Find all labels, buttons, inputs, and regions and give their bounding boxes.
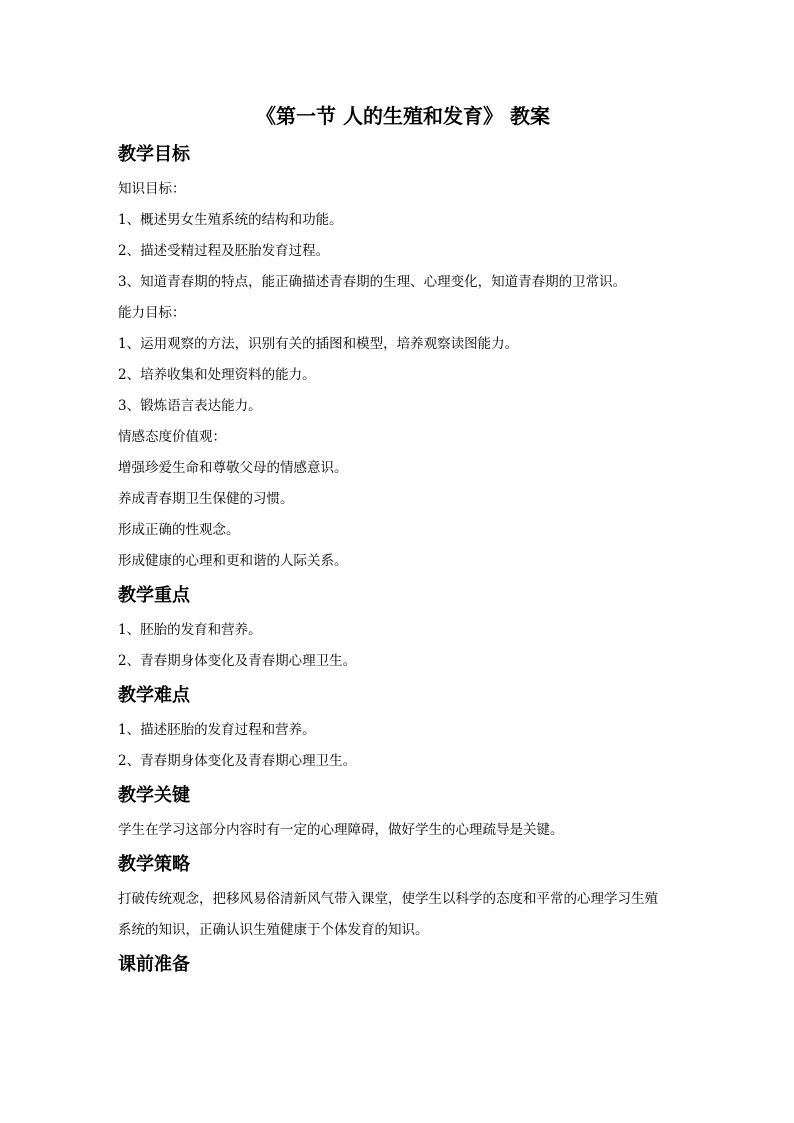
paragraph: 知识目标：: [118, 181, 186, 197]
section-difficulties: [118, 683, 688, 777]
document-page: [118, 102, 688, 984]
section-teaching-objectives: [118, 142, 688, 577]
paragraph: 2、培养收集和处理资料的能力。: [118, 367, 316, 383]
paragraph: 形成正确的性观念。: [118, 522, 240, 538]
section-heading: 教学难点: [118, 685, 190, 706]
paragraph: 1、概述男女生殖系统的结构和功能。: [118, 212, 343, 228]
section-preparation: [118, 952, 688, 978]
paragraph: 打破传统观念，把移风易俗清新风气带入课堂，使学生以科学的态度和平常的心理学习生殖: [118, 891, 658, 907]
paragraph: 情感态度价值观：: [118, 429, 226, 445]
paragraph: 2、青春期身体变化及青春期心理卫生。: [118, 753, 357, 769]
document-title: 《第一节 人的生殖和发育》 教案: [256, 104, 550, 128]
paragraph: 1、描述胚胎的发育过程和营养。: [118, 722, 316, 738]
paragraph: 系统的知识，正确认识生殖健康于个体发育的知识。: [118, 922, 429, 938]
paragraph: 养成青春期卫生保健的习惯。: [118, 491, 294, 507]
paragraph: 2、描述受精过程及胚胎发育过程。: [118, 243, 330, 259]
section-heading: 教学重点: [118, 585, 190, 606]
paragraph: 能力目标：: [118, 305, 186, 321]
paragraph: 2、青春期身体变化及青春期心理卫生。: [118, 653, 357, 669]
paragraph: 1、胚胎的发育和营养。: [118, 622, 262, 638]
paragraph: 1、运用观察的方法，识别有关的插图和模型，培养观察读图能力。: [118, 336, 519, 352]
paragraph: 形成健康的心理和更和谐的人际关系。: [118, 553, 348, 569]
section-strategy: [118, 852, 688, 946]
section-heading: 课前准备: [118, 954, 190, 975]
paragraph: 学生在学习这部分内容时有一定的心理障碍，做好学生的心理疏导是关键。: [118, 822, 564, 838]
paragraph: 3、知道青春期的特点，能正确描述青春期的生理、心理变化，知道青春期的卫常识。: [118, 274, 627, 290]
paragraph: 3、锻炼语言表达能力。: [118, 398, 262, 414]
section-key-factor: [118, 783, 688, 846]
section-heading: 教学策略: [118, 854, 190, 875]
section-key-points: [118, 583, 688, 677]
section-heading: 教学目标: [118, 144, 190, 165]
paragraph: 增强珍爱生命和尊敬父母的情感意识。: [118, 460, 348, 476]
section-heading: 教学关键: [118, 785, 190, 806]
